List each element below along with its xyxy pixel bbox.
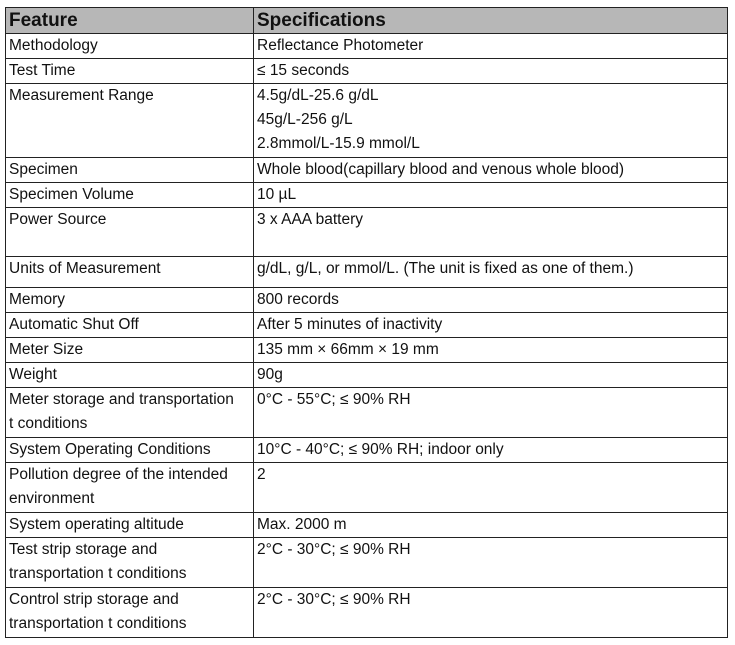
specification-text: 2°C - 30°C; ≤ 90% RH — [257, 591, 411, 608]
specification-cell — [254, 338, 728, 363]
feature-text: Automatic Shut Off — [9, 316, 139, 333]
table-body — [6, 34, 728, 638]
table-row — [6, 588, 728, 638]
feature-cell — [6, 84, 254, 158]
specification-cell — [254, 313, 728, 338]
specification-cell — [254, 588, 728, 638]
specification-text: 2 — [257, 466, 266, 483]
feature-cell — [6, 363, 254, 388]
feature-text: System operating altitude — [9, 516, 184, 533]
feature-text: Power Source — [9, 211, 107, 228]
specifications-column-header: Specifications — [254, 8, 728, 34]
feature-text: Test Time — [9, 62, 76, 79]
specifications-table — [5, 7, 728, 638]
feature-text: environment — [9, 490, 95, 507]
feature-column-header: Feature — [6, 8, 254, 34]
feature-text: Control strip storage and — [9, 591, 179, 608]
specification-cell — [254, 438, 728, 463]
feature-text: Test strip storage and — [9, 541, 158, 558]
specification-text: 10 µL — [257, 186, 297, 203]
feature-text: System Operating Conditions — [9, 441, 211, 458]
specification-cell — [254, 183, 728, 208]
specification-cell — [254, 363, 728, 388]
specification-cell — [254, 463, 728, 513]
feature-cell — [6, 313, 254, 338]
feature-cell — [6, 208, 254, 257]
specification-text: g/dL, g/L, or mmol/L. (The unit is fixed as one of them.) — [257, 260, 634, 277]
table-row — [6, 338, 728, 363]
specification-text: 135 mm × 66mm × 19 mm — [257, 341, 439, 358]
specification-text: 2.8mmol/L-15.9 mmol/L — [257, 135, 420, 152]
specification-text: After 5 minutes of inactivity — [257, 316, 443, 333]
specification-text: 800 records — [257, 291, 339, 308]
table-row — [6, 183, 728, 208]
specification-cell — [254, 257, 728, 288]
feature-text: t conditions — [9, 415, 88, 432]
table-row — [6, 84, 728, 158]
specification-text: Whole blood(capillary blood and venous whole blood) — [257, 161, 625, 178]
specification-text: 10°C - 40°C; ≤ 90% RH; indoor only — [257, 441, 504, 458]
feature-cell — [6, 513, 254, 538]
feature-cell — [6, 463, 254, 513]
specification-text: 3 x AAA battery — [257, 211, 363, 228]
feature-cell — [6, 438, 254, 463]
specification-text: Max. 2000 m — [257, 516, 347, 533]
specification-cell — [254, 388, 728, 438]
specification-cell — [254, 34, 728, 59]
feature-text: Methodology — [9, 37, 98, 54]
feature-text: Units of Measurement — [9, 260, 161, 277]
table-row — [6, 388, 728, 438]
feature-cell — [6, 388, 254, 438]
feature-text: Specimen — [9, 161, 78, 178]
feature-text: Pollution degree of the intended — [9, 466, 228, 483]
specification-cell — [254, 84, 728, 158]
feature-cell — [6, 183, 254, 208]
table-row — [6, 34, 728, 59]
feature-cell — [6, 338, 254, 363]
specification-text: 2°C - 30°C; ≤ 90% RH — [257, 541, 411, 558]
specification-cell — [254, 158, 728, 183]
feature-cell — [6, 59, 254, 84]
specification-cell — [254, 538, 728, 588]
specification-text: ≤ 15 seconds — [257, 62, 350, 79]
header-row — [6, 8, 728, 34]
table-row — [6, 59, 728, 84]
table-row — [6, 313, 728, 338]
specification-text: 4.5g/dL-25.6 g/dL — [257, 87, 379, 104]
feature-text: Memory — [9, 291, 65, 308]
specification-text: 0°C - 55°C; ≤ 90% RH — [257, 391, 411, 408]
specification-text: 45g/L-256 g/L — [257, 111, 353, 128]
table-row — [6, 257, 728, 288]
specification-text: 90g — [257, 366, 283, 383]
feature-text: transportation t conditions — [9, 565, 187, 582]
feature-cell — [6, 257, 254, 288]
feature-text: transportation t conditions — [9, 615, 187, 632]
specification-cell — [254, 208, 728, 257]
feature-cell — [6, 34, 254, 59]
table-row — [6, 363, 728, 388]
table-row — [6, 288, 728, 313]
table-row — [6, 538, 728, 588]
table-row — [6, 208, 728, 257]
table-row — [6, 513, 728, 538]
specification-text: Reflectance Photometer — [257, 37, 424, 54]
specification-cell — [254, 59, 728, 84]
feature-cell — [6, 538, 254, 588]
feature-cell — [6, 288, 254, 313]
feature-text: Weight — [9, 366, 57, 383]
feature-text: Meter Size — [9, 341, 84, 358]
feature-cell — [6, 588, 254, 638]
feature-text: Meter storage and transportation — [9, 391, 234, 408]
table-row — [6, 438, 728, 463]
specification-cell — [254, 513, 728, 538]
table-row — [6, 463, 728, 513]
feature-cell — [6, 158, 254, 183]
feature-text: Specimen Volume — [9, 186, 134, 203]
table-row — [6, 158, 728, 183]
specification-cell — [254, 288, 728, 313]
feature-text: Measurement Range — [9, 87, 154, 104]
